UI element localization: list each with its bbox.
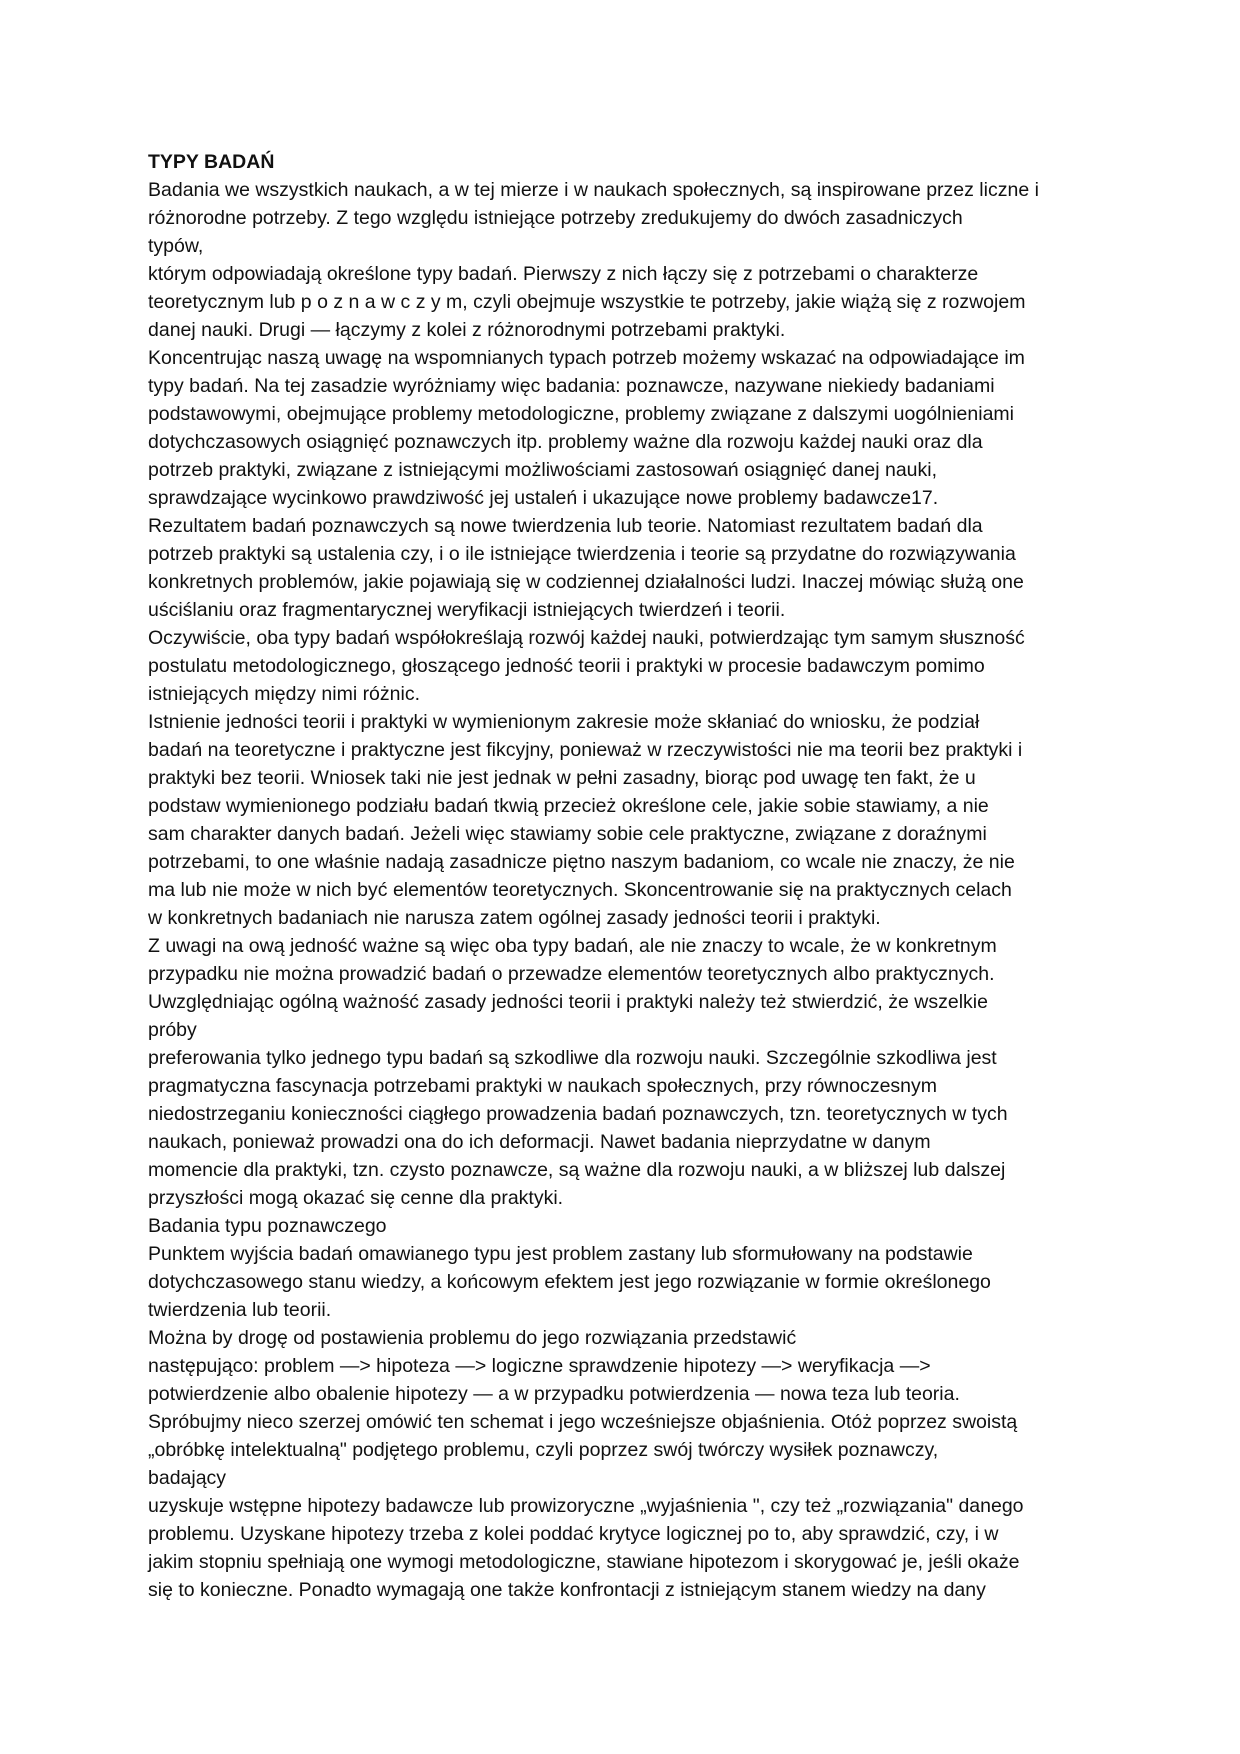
text-line: przyszłości mogą okazać się cenne dla praktyki. [148, 1187, 564, 1209]
text-line: Można by drogę od postawienia problemu do jego rozwiązania przedstawić [148, 1327, 797, 1349]
text-line: Rezultatem badań poznawczych są nowe twierdzenia lub teorie. Natomiast rezultatem badań dla [148, 515, 983, 537]
text-line: dotychczasowego stanu wiedzy, a końcowym efektem jest jego rozwiązanie w formie określonego [148, 1271, 991, 1293]
text-line: różnorodne potrzeby. Z tego względu istniejące potrzeby zredukujemy do dwóch zasadniczych [148, 207, 963, 229]
text-line: uzyskuje wstępne hipotezy badawcze lub prowizoryczne „wyjaśnienia ", czy też „rozwiązania" danego [148, 1495, 1024, 1517]
text-line: konkretnych problemów, jakie pojawiają się w codziennej działalności ludzi. Inaczej mówiąc służą one [148, 571, 1024, 593]
text-line: Punktem wyjścia badań omawianego typu jest problem zastany lub sformułowany na podstawie [148, 1243, 973, 1265]
text-line: Badania typu poznawczego [148, 1215, 387, 1237]
text-line: Istnienie jedności teorii i praktyki w wymienionym zakresie może skłaniać do wniosku, że podział [148, 711, 980, 733]
text-line: sam charakter danych badań. Jeżeli więc stawiamy sobie cele praktyczne, związane z doraźnymi [148, 823, 987, 845]
text-line: badań na teoretyczne i praktyczne jest fikcyjny, ponieważ w rzeczywistości nie ma teorii bez praktyki i [148, 739, 1023, 761]
text-line: potrzebami, to one właśnie nadają zasadnicze piętno naszym badaniom, co wcale nie znaczy, że nie [148, 851, 1015, 873]
text-line: praktyki bez teorii. Wniosek taki nie jest jednak w pełni zasadny, biorąc pod uwagę ten fakt, że u [148, 767, 976, 789]
text-line: typy badań. Na tej zasadzie wyróżniamy więc badania: poznawcze, nazywane niekiedy badaniami [148, 375, 995, 397]
text-line: jakim stopniu spełniają one wymogi metodologiczne, stawiane hipotezom i skorygować je, jeśli okaże [148, 1551, 1020, 1573]
text-line: następująco: problem —> hipoteza —> logiczne sprawdzenie hipotezy —> weryfikacja —> [148, 1355, 931, 1377]
text-line: którym odpowiadają określone typy badań. Pierwszy z nich łączy się z potrzebami o charakterze [148, 263, 979, 285]
text-line: momencie dla praktyki, tzn. czysto poznawcze, są ważne dla rozwoju nauki, a w bliższej lub dalszej [148, 1159, 1006, 1181]
text-line: potrzeb praktyki, związane z istniejącymi możliwościami zastosowań osiągnięć danej nauki, [148, 459, 938, 481]
text-line: niedostrzeganiu konieczności ciągłego prowadzenia badań poznawczych, tzn. teoretycznych w tych [148, 1103, 1008, 1125]
text-line: podstaw wymienionego podziału badań tkwią przecież określone cele, jakie sobie stawiamy, a nie [148, 795, 989, 817]
text-line: próby [148, 1019, 197, 1041]
text-line: Z uwagi na ową jedność ważne są więc oba typy badań, ale nie znaczy to wcale, że w konkretnym [148, 935, 997, 957]
text-line: preferowania tylko jednego typu badań są szkodliwe dla rozwoju nauki. Szczególnie szkodliwa jest [148, 1047, 997, 1069]
text-line: teoretycznym lub p o z n a w c z y m, czyli obejmuje wszystkie te potrzeby, jakie wiążą się z rozwojem [148, 291, 1026, 313]
text-line: dotychczasowych osiągnięć poznawczych itp. problemy ważne dla rozwoju każdej nauki oraz dla [148, 431, 983, 453]
text-line: typów, [148, 235, 204, 257]
text-line: ma lub nie może w nich być elementów teoretycznych. Skoncentrowanie się na praktycznych celach [148, 879, 1012, 901]
text-line: problemu. Uzyskane hipotezy trzeba z kolei poddać krytyce logicznej po to, aby sprawdzić, czy, i w [148, 1523, 999, 1545]
text-line: „obróbkę intelektualną" podjętego problemu, czyli poprzez swój twórczy wysiłek poznawczy, [148, 1439, 939, 1461]
text-line: się to konieczne. Ponadto wymagają one także konfrontacji z istniejącym stanem wiedzy na dany [148, 1579, 986, 1601]
document-body [148, 176, 1098, 1604]
text-line: naukach, ponieważ prowadzi ona do ich deformacji. Nawet badania nieprzydatne w danym [148, 1131, 931, 1153]
text-line: w konkretnych badaniach nie narusza zatem ogólnej zasady jedności teorii i praktyki. [148, 907, 881, 929]
text-line: uściślaniu oraz fragmentarycznej weryfikacji istniejących twierdzeń i teorii. [148, 599, 786, 621]
text-line: twierdzenia lub teorii. [148, 1299, 332, 1321]
text-line: sprawdzające wycinkowo prawdziwość jej ustaleń i ukazujące nowe problemy badawcze17. [148, 487, 939, 509]
text-line: Spróbujmy nieco szerzej omówić ten schemat i jego wcześniejsze objaśnienia. Otóż poprzez swoistą [148, 1411, 1018, 1433]
document-title: TYPY BADAŃ [148, 151, 275, 173]
text-line: Koncentrując naszą uwagę na wspomnianych typach potrzeb możemy wskazać na odpowiadające im [148, 347, 1025, 369]
text-line: postulatu metodologicznego, głoszącego jedność teorii i praktyki w procesie badawczym pomimo [148, 655, 985, 677]
text-line: przypadku nie można prowadzić badań o przewadze elementów teoretycznych albo praktycznych. [148, 963, 995, 985]
text-line: Badania we wszystkich naukach, a w tej mierze i w naukach społecznych, są inspirowane przez liczne i [148, 179, 1039, 201]
document-page [148, 148, 1098, 1604]
text-line: potrzeb praktyki są ustalenia czy, i o ile istniejące twierdzenia i teorie są przydatne do rozwiązywania [148, 543, 1016, 565]
text-line: Uwzględniając ogólną ważność zasady jedności teorii i praktyki należy też stwierdzić, że wszelkie [148, 991, 988, 1013]
text-line: Oczywiście, oba typy badań współokreślają rozwój każdej nauki, potwierdzając tym samym słuszność [148, 627, 1025, 649]
text-line: danej nauki. Drugi — łączymy z kolei z różnorodnymi potrzebami praktyki. [148, 319, 786, 341]
text-line: podstawowymi, obejmujące problemy metodologiczne, problemy związane z dalszymi uogólnieniami [148, 403, 1014, 425]
text-line: badający [148, 1467, 227, 1489]
text-line: istniejących między nimi różnic. [148, 683, 421, 705]
text-line: pragmatyczna fascynacja potrzebami praktyki w naukach społecznych, przy równoczesnym [148, 1075, 938, 1097]
text-line: potwierdzenie albo obalenie hipotezy — a w przypadku potwierdzenia — nowa teza lub teoria. [148, 1383, 960, 1405]
